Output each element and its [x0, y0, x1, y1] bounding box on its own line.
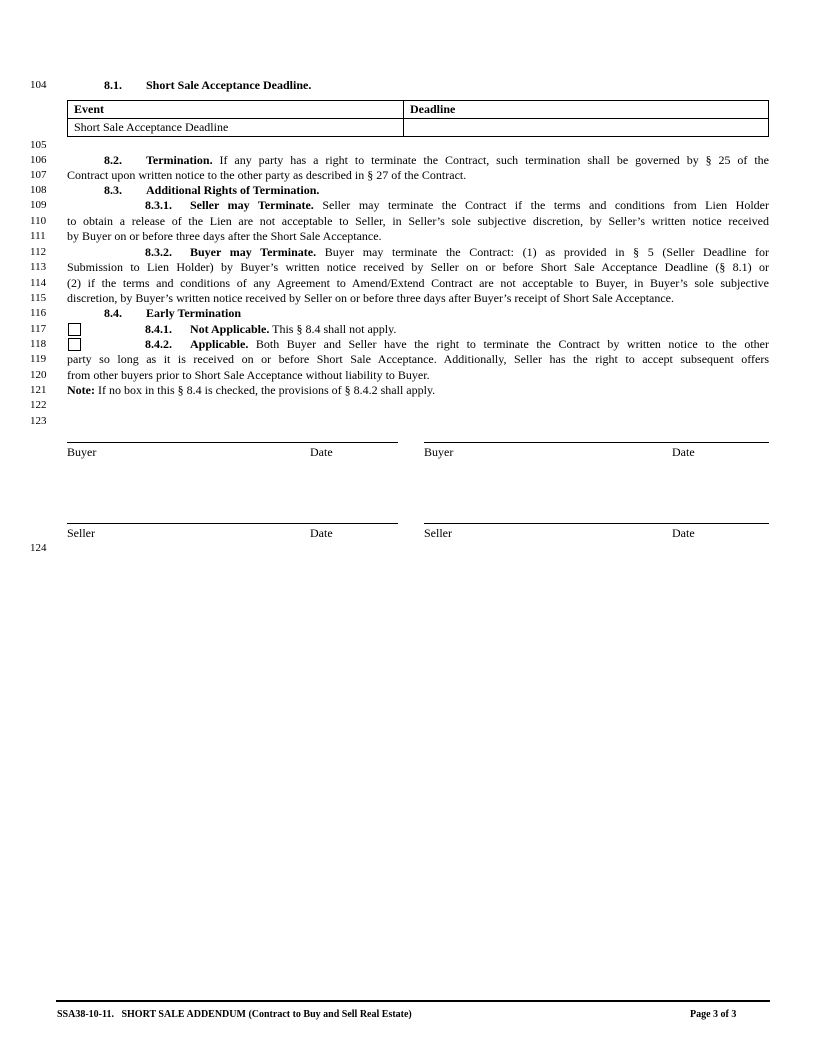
- line-number: 120: [30, 369, 47, 381]
- seller-label: Seller: [67, 526, 95, 540]
- date-label: Date: [310, 526, 333, 540]
- line-number: 107: [30, 169, 47, 181]
- table-row: [68, 119, 769, 137]
- line-number: 104: [30, 79, 47, 91]
- buyer-signature-line[interactable]: [424, 442, 769, 443]
- seller-signature-line[interactable]: [67, 523, 398, 524]
- section-8-3-2-line-1: 8.3.2. Buyer may Terminate. Buyer may terminate the Contract: (1) as provided in § 5 (Seller Deadline for: [145, 245, 770, 259]
- line-number: 108: [30, 184, 47, 196]
- footer-form-title: SSA38-10-11. SHORT SALE ADDENDUM (Contract to Buy and Sell Real Estate): [57, 1009, 412, 1020]
- footer-page-number: Page 3 of 3: [690, 1009, 737, 1020]
- section-8-3-2-line-3: (2) if the terms and conditions of any Agreement to Amend/Extend Contract are not acceptable to Buyer, in Buyer’s sole subjective: [67, 276, 769, 290]
- date-label: Date: [672, 445, 695, 459]
- line-number: 118: [30, 338, 47, 350]
- section-8-3-1-line-3: by Buyer on or before three days after the Short Sale Acceptance.: [67, 229, 382, 243]
- buyer-label: Buyer: [424, 445, 454, 459]
- section-8-3-1-line-1: 8.3.1. Seller may Terminate. Seller may terminate the Contract if the terms and conditions from Lien Holder: [145, 198, 770, 212]
- table-cell-event: Short Sale Acceptance Deadline: [68, 119, 404, 137]
- line-number: 123: [30, 415, 47, 427]
- line-number: 111: [30, 230, 46, 242]
- section-8-3-1-line-2: to obtain a release of the Lien are not acceptable to Seller, in Seller’s sole subjective discretion, by Seller’s written notice received: [67, 214, 769, 228]
- section-title: Short Sale Acceptance Deadline.: [146, 78, 312, 92]
- deadline-field[interactable]: [404, 119, 769, 137]
- line-number: 117: [30, 323, 47, 335]
- table-header-event: Event: [68, 101, 404, 119]
- line-number: 115: [30, 292, 47, 304]
- section-8-1-heading: [67, 78, 769, 93]
- footer-rule: [56, 1000, 770, 1002]
- section-8-4-heading: 8.4. Early Termination: [104, 306, 242, 320]
- line-number: 116: [30, 307, 47, 319]
- seller-label: Seller: [424, 526, 452, 540]
- line-number: 110: [30, 215, 47, 227]
- section-number: 8.1.: [104, 78, 122, 92]
- line-number: 114: [30, 277, 47, 289]
- section-8-3-heading: 8.3. Additional Rights of Termination.: [104, 183, 320, 197]
- line-number: 119: [30, 353, 47, 365]
- line-number: 121: [30, 384, 47, 396]
- seller-signature-line[interactable]: [424, 523, 769, 524]
- section-8-4-2-line-3: from other buyers prior to Short Sale Acceptance without liability to Buyer.: [67, 368, 430, 382]
- line-number: 124: [30, 542, 47, 554]
- line-number: 109: [30, 199, 47, 211]
- buyer-label: Buyer: [67, 445, 97, 459]
- line-number: 112: [30, 246, 47, 258]
- buyer-signature-line[interactable]: [67, 442, 398, 443]
- line-number: 122: [30, 399, 47, 411]
- line-number: 105: [30, 139, 47, 151]
- section-8-2-line-1: 8.2. Termination. If any party has a right to terminate the Contract, such termination shall be governed by § 25 of the: [104, 153, 770, 167]
- date-label: Date: [310, 445, 333, 459]
- section-8-4-2-line-2: party so long as it is received on or before Short Sale Acceptance. Additionally, Seller has the right to accept subsequent offers: [67, 352, 769, 366]
- deadline-table: [67, 100, 769, 137]
- date-label: Date: [672, 526, 695, 540]
- table-header-row: [68, 101, 769, 119]
- line-number: 113: [30, 261, 47, 273]
- table-header-deadline: Deadline: [404, 101, 769, 119]
- section-8-4-1-line: 8.4.1. Not Applicable. This § 8.4 shall not apply.: [145, 322, 397, 336]
- line-number: 106: [30, 154, 47, 166]
- section-8-4-2-line-1: 8.4.2. Applicable. Both Buyer and Seller have the right to terminate the Contract by written notice to the other: [145, 337, 770, 351]
- note-line: Note: If no box in this § 8.4 is checked, the provisions of § 8.4.2 shall apply.: [67, 383, 436, 397]
- section-8-3-2-line-4: discretion, by Buyer’s written notice received by Seller on or before three days after Buyer’s receipt of Short Sale Acceptance.: [67, 291, 675, 305]
- section-8-3-2-line-2: Submission to Lien Holder) by Buyer’s written notice received by Seller on or before Short Sale Acceptance Deadline (§ 8.1) or: [67, 260, 769, 274]
- section-8-2-line-2: Contract upon written notice to the other party as described in § 27 of the Contract.: [67, 168, 467, 182]
